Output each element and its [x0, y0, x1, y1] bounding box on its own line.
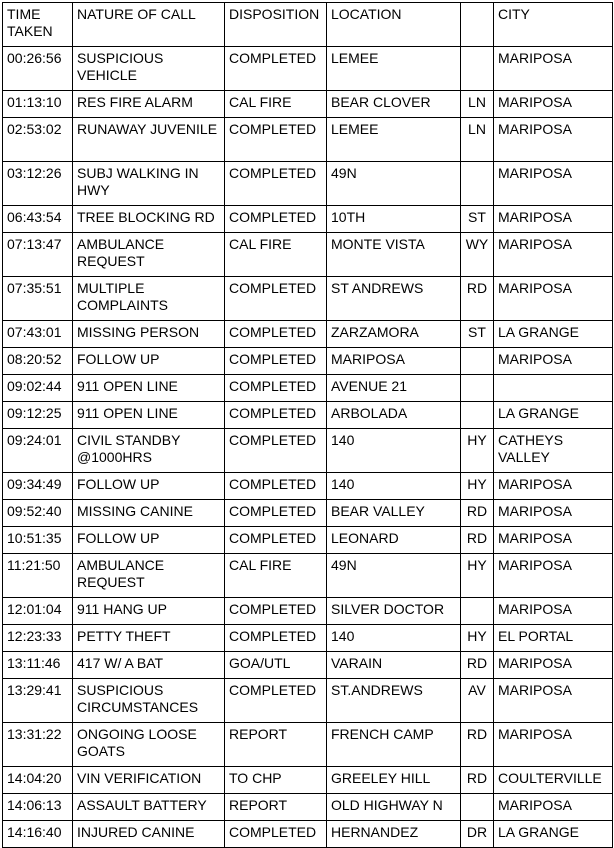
disposition-cell: CAL FIRE [225, 554, 327, 598]
table-row [3, 767, 613, 794]
city-cell: MARIPOSA [494, 794, 613, 821]
street-suffix-cell: HY [461, 473, 494, 500]
table-row [3, 233, 613, 277]
location-cell: GREELEY HILL [327, 767, 461, 794]
street-suffix-cell: ST [461, 321, 494, 348]
city-cell: MARIPOSA [494, 554, 613, 598]
city-cell: LA GRANGE [494, 821, 613, 848]
time-cell: 13:11:46 [3, 652, 73, 679]
city-cell: MARIPOSA [494, 473, 613, 500]
street-suffix-cell: ST [461, 206, 494, 233]
street-suffix-cell: RD [461, 723, 494, 767]
street-suffix-cell [461, 598, 494, 625]
call-log-table [2, 2, 613, 848]
nature-cell: TREE BLOCKING RD [73, 206, 225, 233]
disposition-cell: COMPLETED [225, 821, 327, 848]
time-cell: 00:26:56 [3, 47, 73, 91]
location-cell: LEONARD [327, 527, 461, 554]
header-city: CITY [494, 3, 613, 47]
nature-cell: AMBULANCE REQUEST [73, 233, 225, 277]
location-cell: FRENCH CAMP [327, 723, 461, 767]
city-cell: MARIPOSA [494, 91, 613, 118]
time-cell: 14:04:20 [3, 767, 73, 794]
location-cell: SILVER DOCTOR [327, 598, 461, 625]
nature-cell: INJURED CANINE [73, 821, 225, 848]
disposition-cell: GOA/UTL [225, 652, 327, 679]
disposition-cell: COMPLETED [225, 598, 327, 625]
location-cell: VARAIN [327, 652, 461, 679]
location-cell: OLD HIGHWAY N [327, 794, 461, 821]
street-suffix-cell [461, 47, 494, 91]
table-row [3, 375, 613, 402]
header-disposition: DISPOSITION [225, 3, 327, 47]
street-suffix-cell: RD [461, 500, 494, 527]
nature-cell: FOLLOW UP [73, 473, 225, 500]
nature-cell: MULTIPLE COMPLAINTS [73, 277, 225, 321]
table-row [3, 500, 613, 527]
nature-cell: RES FIRE ALARM [73, 91, 225, 118]
nature-cell: ASSAULT BATTERY [73, 794, 225, 821]
table-row [3, 794, 613, 821]
header-time-taken: TIME TAKEN [3, 3, 73, 47]
disposition-cell: COMPLETED [225, 402, 327, 429]
disposition-cell: COMPLETED [225, 348, 327, 375]
disposition-cell: COMPLETED [225, 321, 327, 348]
nature-cell: 911 OPEN LINE [73, 402, 225, 429]
table-row [3, 821, 613, 848]
location-cell: ARBOLADA [327, 402, 461, 429]
street-suffix-cell: RD [461, 277, 494, 321]
disposition-cell: COMPLETED [225, 375, 327, 402]
disposition-cell: COMPLETED [225, 679, 327, 723]
city-cell: CATHEYS VALLEY [494, 429, 613, 473]
table-row [3, 429, 613, 473]
city-cell: MARIPOSA [494, 206, 613, 233]
city-cell: MARIPOSA [494, 118, 613, 162]
street-suffix-cell: DR [461, 821, 494, 848]
location-cell: 140 [327, 429, 461, 473]
city-cell: MARIPOSA [494, 348, 613, 375]
nature-cell: SUBJ WALKING IN HWY [73, 162, 225, 206]
table-row [3, 679, 613, 723]
time-cell: 14:16:40 [3, 821, 73, 848]
nature-cell: PETTY THEFT [73, 625, 225, 652]
disposition-cell: TO CHP [225, 767, 327, 794]
header-street-suffix [461, 3, 494, 47]
disposition-cell: COMPLETED [225, 118, 327, 162]
street-suffix-cell: LN [461, 118, 494, 162]
disposition-cell: COMPLETED [225, 429, 327, 473]
location-cell: LEMEE [327, 118, 461, 162]
location-cell: ST.ANDREWS [327, 679, 461, 723]
time-cell: 10:51:35 [3, 527, 73, 554]
table-row [3, 348, 613, 375]
nature-cell: SUSPICIOUS CIRCUMSTANCES [73, 679, 225, 723]
disposition-cell: CAL FIRE [225, 233, 327, 277]
table-row [3, 625, 613, 652]
disposition-cell: COMPLETED [225, 206, 327, 233]
time-cell: 09:12:25 [3, 402, 73, 429]
disposition-cell: COMPLETED [225, 625, 327, 652]
street-suffix-cell: LN [461, 91, 494, 118]
location-cell: MARIPOSA [327, 348, 461, 375]
city-cell: EL PORTAL [494, 625, 613, 652]
street-suffix-cell: AV [461, 679, 494, 723]
location-cell: 49N [327, 554, 461, 598]
time-cell: 09:24:01 [3, 429, 73, 473]
time-cell: 02:53:02 [3, 118, 73, 162]
location-cell: 49N [327, 162, 461, 206]
street-suffix-cell: RD [461, 652, 494, 679]
time-cell: 01:13:10 [3, 91, 73, 118]
city-cell: LA GRANGE [494, 402, 613, 429]
disposition-cell: COMPLETED [225, 47, 327, 91]
city-cell: MARIPOSA [494, 47, 613, 91]
street-suffix-cell: HY [461, 625, 494, 652]
nature-cell: SUSPICIOUS VEHICLE [73, 47, 225, 91]
city-cell: MARIPOSA [494, 500, 613, 527]
city-cell: MARIPOSA [494, 723, 613, 767]
street-suffix-cell: HY [461, 429, 494, 473]
nature-cell: 911 HANG UP [73, 598, 225, 625]
city-cell: MARIPOSA [494, 652, 613, 679]
city-cell: MARIPOSA [494, 162, 613, 206]
table-row [3, 473, 613, 500]
location-cell: 10TH [327, 206, 461, 233]
street-suffix-cell: RD [461, 527, 494, 554]
street-suffix-cell: RD [461, 767, 494, 794]
table-row [3, 162, 613, 206]
table-row [3, 554, 613, 598]
time-cell: 03:12:26 [3, 162, 73, 206]
nature-cell: VIN VERIFICATION [73, 767, 225, 794]
city-cell: MARIPOSA [494, 598, 613, 625]
nature-cell: MISSING PERSON [73, 321, 225, 348]
time-cell: 08:20:52 [3, 348, 73, 375]
disposition-cell: COMPLETED [225, 162, 327, 206]
street-suffix-cell: HY [461, 554, 494, 598]
table-row [3, 402, 613, 429]
disposition-cell: COMPLETED [225, 500, 327, 527]
time-cell: 09:02:44 [3, 375, 73, 402]
table-row [3, 527, 613, 554]
time-cell: 07:43:01 [3, 321, 73, 348]
city-cell [494, 375, 613, 402]
nature-cell: FOLLOW UP [73, 348, 225, 375]
disposition-cell: COMPLETED [225, 277, 327, 321]
nature-cell: ONGOING LOOSE GOATS [73, 723, 225, 767]
time-cell: 06:43:54 [3, 206, 73, 233]
disposition-cell: COMPLETED [225, 527, 327, 554]
city-cell: LA GRANGE [494, 321, 613, 348]
city-cell: MARIPOSA [494, 527, 613, 554]
table-row [3, 47, 613, 91]
header-row [3, 3, 613, 47]
location-cell: HERNANDEZ [327, 821, 461, 848]
location-cell: BEAR VALLEY [327, 500, 461, 527]
street-suffix-cell [461, 375, 494, 402]
location-cell: 140 [327, 625, 461, 652]
street-suffix-cell [461, 348, 494, 375]
time-cell: 12:23:33 [3, 625, 73, 652]
street-suffix-cell [461, 794, 494, 821]
disposition-cell: CAL FIRE [225, 91, 327, 118]
header-nature-of-call: NATURE OF CALL [73, 3, 225, 47]
time-cell: 12:01:04 [3, 598, 73, 625]
disposition-cell: COMPLETED [225, 473, 327, 500]
nature-cell: 911 OPEN LINE [73, 375, 225, 402]
city-cell: MARIPOSA [494, 233, 613, 277]
location-cell: BEAR CLOVER [327, 91, 461, 118]
street-suffix-cell [461, 162, 494, 206]
time-cell: 07:13:47 [3, 233, 73, 277]
city-cell: COULTERVILLE [494, 767, 613, 794]
location-cell: ZARZAMORA [327, 321, 461, 348]
nature-cell: RUNAWAY JUVENILE [73, 118, 225, 162]
table-row [3, 598, 613, 625]
table-row [3, 723, 613, 767]
location-cell: 140 [327, 473, 461, 500]
location-cell: MONTE VISTA [327, 233, 461, 277]
time-cell: 11:21:50 [3, 554, 73, 598]
table-row [3, 277, 613, 321]
time-cell: 09:34:49 [3, 473, 73, 500]
street-suffix-cell [461, 402, 494, 429]
disposition-cell: REPORT [225, 794, 327, 821]
nature-cell: CIVIL STANDBY @1000HRS [73, 429, 225, 473]
location-cell: ST ANDREWS [327, 277, 461, 321]
time-cell: 14:06:13 [3, 794, 73, 821]
nature-cell: FOLLOW UP [73, 527, 225, 554]
table-row [3, 652, 613, 679]
time-cell: 09:52:40 [3, 500, 73, 527]
city-cell: MARIPOSA [494, 679, 613, 723]
time-cell: 13:31:22 [3, 723, 73, 767]
street-suffix-cell: WY [461, 233, 494, 277]
city-cell: MARIPOSA [494, 277, 613, 321]
nature-cell: 417 W/ A BAT [73, 652, 225, 679]
location-cell: AVENUE 21 [327, 375, 461, 402]
location-cell: LEMEE [327, 47, 461, 91]
time-cell: 13:29:41 [3, 679, 73, 723]
disposition-cell: REPORT [225, 723, 327, 767]
table-row [3, 118, 613, 162]
nature-cell: AMBULANCE REQUEST [73, 554, 225, 598]
time-cell: 07:35:51 [3, 277, 73, 321]
nature-cell: MISSING CANINE [73, 500, 225, 527]
header-location: LOCATION [327, 3, 461, 47]
table-row [3, 91, 613, 118]
table-row [3, 321, 613, 348]
table-row [3, 206, 613, 233]
